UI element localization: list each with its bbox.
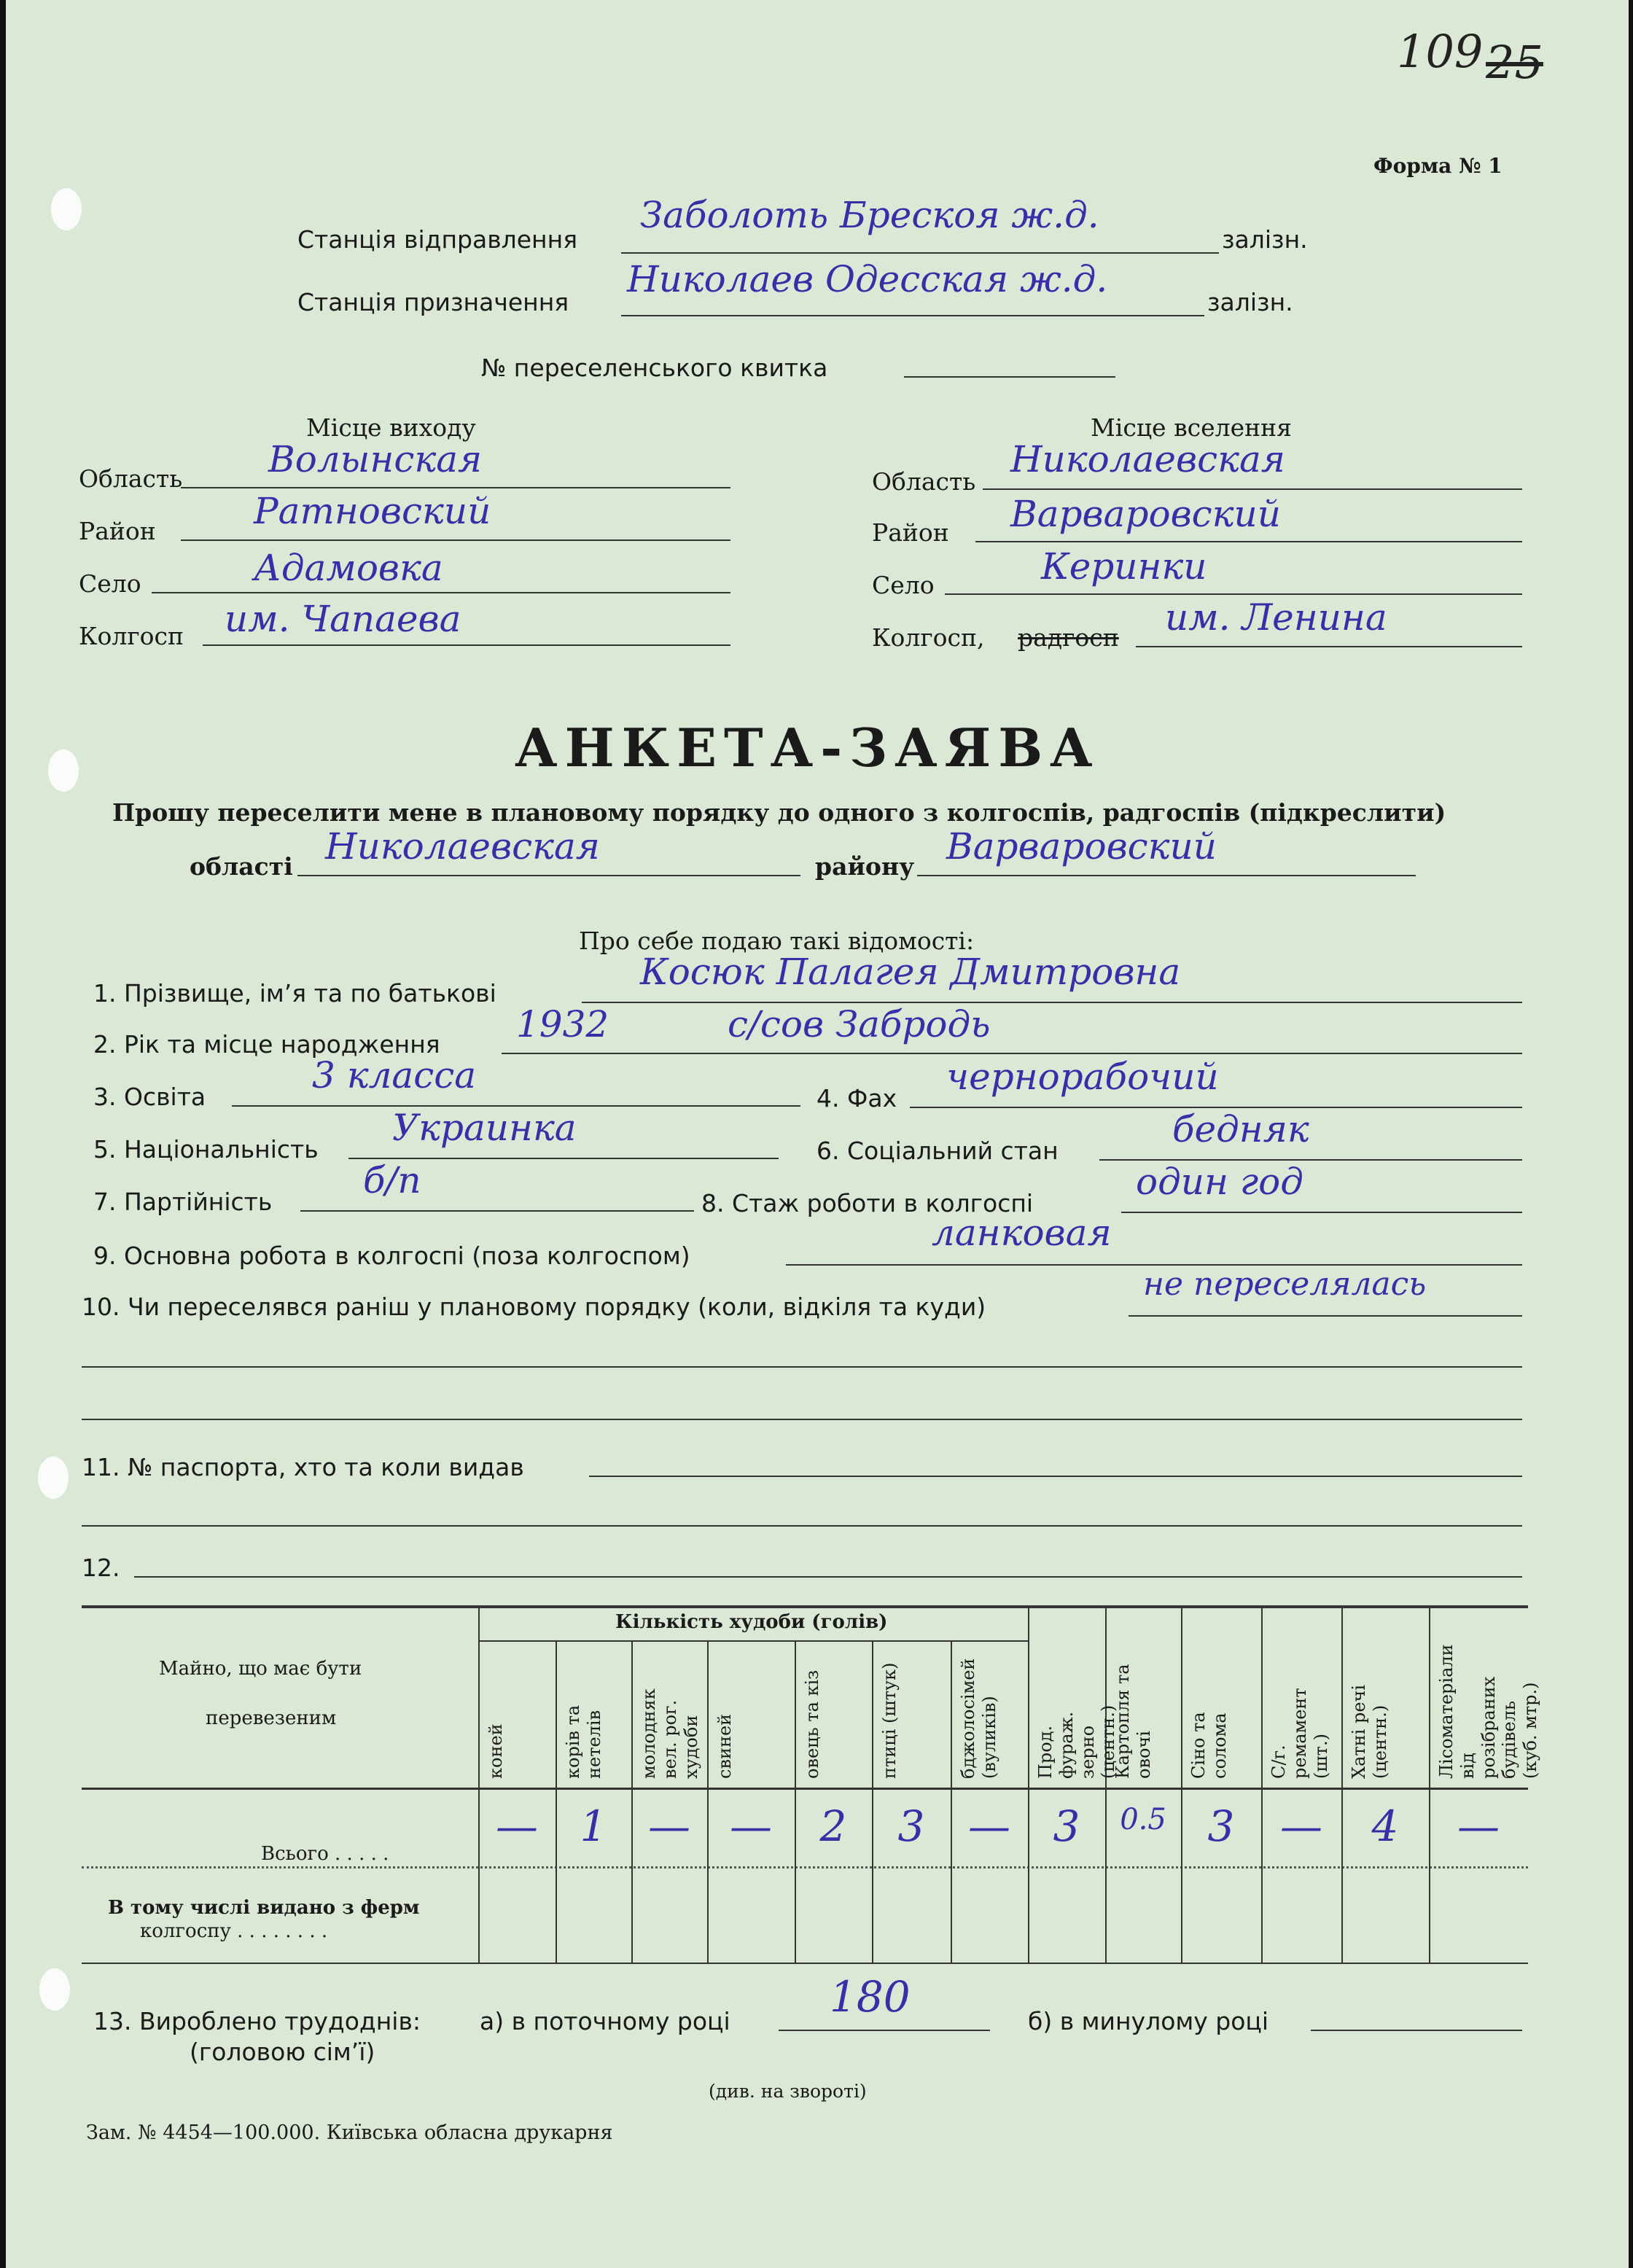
field-10-line — [1129, 1315, 1522, 1317]
table-top-rule — [82, 1605, 1528, 1608]
form-label: Форма № 1 — [1373, 154, 1503, 178]
table-column-divider — [1028, 1605, 1029, 1963]
table-bottom-rule — [82, 1963, 1528, 1964]
total-value: — — [496, 1801, 538, 1851]
farm-label-2: колгоспу . . . . . . . . — [140, 1920, 328, 1942]
field-10-label: 10. Чи переселявся раніш у плановому порядку (коли, відкіля та куди) — [82, 1293, 986, 1321]
field-12-label: 12. — [82, 1554, 120, 1582]
document-title: АНКЕТА-ЗАЯВА — [515, 717, 1100, 779]
dest-oblast: Николаевская — [1010, 438, 1285, 480]
dest-kolhosp-label: Колгосп, — [872, 623, 985, 652]
column-header: Картопля та овочі — [1112, 1664, 1154, 1779]
punch-hole — [51, 188, 82, 230]
ticket-line — [904, 376, 1115, 378]
column-header: Сіно та солома — [1188, 1712, 1230, 1779]
request-oblast-label: області — [190, 852, 293, 881]
origin-raion-line — [181, 539, 730, 541]
origin-kolhosp: им. Чапаева — [225, 598, 461, 640]
request-line: Прошу переселити мене в плановому порядку до одного з колгоспів, радгоспів (підкреслити) — [112, 798, 1446, 827]
departure-label: Станція відправлення — [297, 225, 578, 254]
field-13-previous-line — [1311, 2030, 1522, 2031]
total-label: Всього . . . . . — [261, 1843, 389, 1865]
intro-line: Про себе подаю такі відомості: — [579, 927, 975, 955]
field-13-previous-label: б) в минулому році — [1028, 2007, 1269, 2035]
total-value: 3 — [1053, 1801, 1080, 1851]
field-9-label: 9. Основна робота в колгоспі (поза колгоспом) — [93, 1242, 690, 1270]
table-column-divider — [795, 1640, 796, 1963]
column-header: свиней — [714, 1713, 735, 1779]
column-header: молодняк вел. рог. худоби — [639, 1688, 701, 1779]
request-raion-label: району — [815, 852, 915, 881]
field-13-current-label: а) в поточному році — [480, 2007, 730, 2035]
total-value: 3 — [1207, 1801, 1235, 1851]
total-value: 0.5 — [1120, 1803, 1166, 1836]
see-reverse: (див. на звороті) — [709, 2081, 867, 2102]
livestock-header: Кількість худоби (голів) — [615, 1611, 888, 1633]
field-10-extra-line — [82, 1366, 1522, 1368]
column-header: Хатні речі (центн.) — [1349, 1684, 1390, 1779]
field-2-year: 1932 — [516, 1003, 609, 1045]
dest-raion-line — [975, 541, 1522, 542]
form-sheet — [6, 0, 1629, 2268]
total-value: 4 — [1371, 1801, 1399, 1851]
field-3-label: 3. Освіта — [93, 1083, 206, 1111]
field-7-line — [300, 1210, 694, 1212]
origin-heading: Місце виходу — [306, 413, 476, 442]
request-oblast-line — [297, 875, 800, 876]
property-header-2: перевезеним — [206, 1707, 337, 1729]
destination-value: Николаев Одесская ж.д. — [627, 258, 1108, 300]
field-8-line — [1121, 1212, 1522, 1213]
field-6-value: бедняк — [1172, 1108, 1309, 1150]
field-7-label: 7. Партійність — [93, 1188, 273, 1216]
dest-raion-label: Район — [872, 518, 949, 547]
field-11-extra-line — [82, 1525, 1522, 1527]
origin-raion-label: Район — [79, 517, 156, 545]
origin-oblast-label: Область — [79, 464, 183, 493]
field-9-value: ланковая — [932, 1212, 1112, 1254]
total-value: — — [1457, 1801, 1500, 1851]
dest-oblast-line — [983, 488, 1522, 490]
field-13-current-line — [779, 2030, 990, 2031]
table-column-divider — [1261, 1605, 1263, 1963]
punch-hole — [39, 1968, 70, 2011]
column-header: овець та кіз — [802, 1669, 822, 1779]
column-header: Прод. фураж. зерно (центн.) — [1035, 1704, 1119, 1779]
origin-selo-line — [152, 592, 730, 593]
punch-hole — [38, 1457, 69, 1499]
archive-number: 109 — [1397, 25, 1484, 78]
origin-selo: Адамовка — [254, 547, 443, 589]
column-header: бджолосімей (вуликів) — [958, 1658, 999, 1779]
total-value: — — [968, 1801, 1010, 1851]
dest-raion: Варваровский — [1010, 493, 1281, 535]
table-column-divider — [1429, 1605, 1430, 1963]
table-header-bottom-rule — [82, 1788, 1528, 1790]
punch-hole — [48, 749, 79, 792]
field-11-line — [589, 1476, 1522, 1477]
ticket-label: № переселенського квитка — [481, 354, 828, 382]
property-header: Майно, що має бути — [159, 1658, 362, 1680]
departure-suffix: залізн. — [1222, 225, 1308, 254]
origin-oblast: Волынская — [268, 438, 483, 480]
field-3-value: 3 класса — [312, 1054, 477, 1096]
origin-kolhosp-label: Колгосп — [79, 622, 184, 650]
destination-line — [621, 315, 1204, 316]
total-value: 1 — [580, 1801, 607, 1851]
field-10-extra-line — [82, 1419, 1522, 1420]
dest-oblast-label: Область — [872, 467, 976, 496]
field-1-line — [582, 1002, 1522, 1003]
dest-selo-line — [945, 593, 1522, 595]
field-8-label: 8. Стаж роботи в колгоспі — [701, 1189, 1034, 1217]
field-4-value: чернорабочий — [946, 1056, 1219, 1098]
field-2-place: с/сов Забродь — [728, 1003, 991, 1045]
total-value: — — [730, 1801, 772, 1851]
dest-radhosp-struck: радгосп — [1018, 623, 1119, 652]
dest-kolhosp-line — [1136, 646, 1522, 647]
field-4-label: 4. Фах — [816, 1084, 897, 1112]
table-column-divider — [478, 1605, 480, 1963]
total-value: 2 — [819, 1801, 847, 1851]
table-column-divider — [1181, 1605, 1182, 1963]
field-6-label: 6. Соціальний стан — [816, 1137, 1059, 1165]
total-value: — — [1280, 1801, 1322, 1851]
field-2-label: 2. Рік та місце народження — [93, 1030, 440, 1059]
table-column-divider — [556, 1640, 557, 1963]
field-12-line — [134, 1576, 1522, 1578]
total-value: — — [648, 1801, 690, 1851]
field-7-value: б/п — [363, 1159, 421, 1201]
request-raion-line — [917, 875, 1416, 876]
dest-selo: Керинки — [1041, 545, 1207, 588]
dest-kolhosp: им. Ленина — [1165, 596, 1387, 639]
origin-raion: Ратновский — [254, 490, 491, 532]
field-8-value: один год — [1136, 1161, 1303, 1203]
destination-heading: Місце вселення — [1091, 413, 1292, 442]
field-13-current-value: 180 — [830, 1972, 911, 2022]
field-2-line — [502, 1053, 1522, 1054]
table-total-rule — [82, 1866, 1528, 1868]
archive-number-struck: 25 — [1486, 36, 1543, 89]
field-13-label: 13. Вироблено трудоднів: — [93, 2007, 421, 2035]
farm-label: В тому числі видано з ферм — [108, 1897, 420, 1919]
origin-selo-label: Село — [79, 569, 141, 598]
origin-kolhosp-line — [203, 644, 730, 646]
column-header: корів та нетелів — [563, 1704, 604, 1779]
request-oblast-value: Николаевская — [325, 825, 600, 868]
field-13-sub: (головою сім’ї) — [190, 2038, 375, 2066]
destination-suffix: залізн. — [1207, 288, 1293, 316]
table-column-divider — [707, 1640, 709, 1963]
request-raion-value: Варваровский — [946, 825, 1217, 868]
table-column-divider — [631, 1640, 633, 1963]
column-header: Лісоматеріали від розібраних будівель (куб. мтр.) — [1436, 1644, 1541, 1779]
table-livestock-rule — [478, 1640, 1028, 1642]
departure-line — [621, 252, 1219, 254]
field-5-label: 5. Національність — [93, 1135, 319, 1164]
field-11-label: 11. № паспорта, хто та коли видав — [82, 1453, 524, 1481]
table-column-divider — [951, 1640, 952, 1963]
column-header: птиці (штук) — [879, 1662, 900, 1779]
table-column-divider — [872, 1640, 873, 1963]
destination-label: Станція призначення — [297, 288, 569, 316]
field-5-value: Украинка — [392, 1107, 577, 1149]
field-10-value: не переселялась — [1143, 1266, 1427, 1303]
column-header: С/г. ремамент (шт.) — [1268, 1688, 1331, 1779]
field-1-value: Косюк Палагея Дмитровна — [640, 951, 1181, 993]
dest-selo-label: Село — [872, 571, 935, 599]
total-value: 3 — [897, 1801, 925, 1851]
table-column-divider — [1341, 1605, 1343, 1963]
departure-value: Заболоть Брескоя ж.д. — [640, 194, 1099, 236]
origin-oblast-line — [181, 487, 730, 488]
field-1-label: 1. Прізвище, ім’я та по батькові — [93, 979, 496, 1008]
column-header: коней — [486, 1723, 506, 1779]
print-footer: Зам. № 4454—100.000. Київська обласна друкарня — [86, 2121, 613, 2144]
